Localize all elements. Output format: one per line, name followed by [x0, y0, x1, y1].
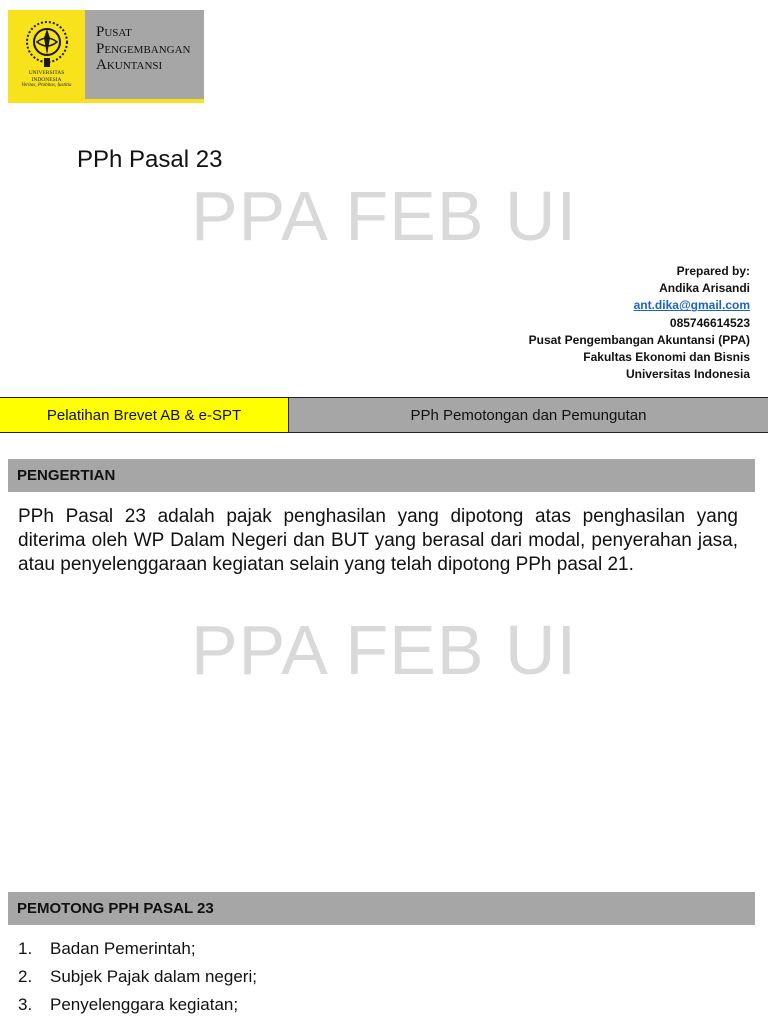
list-item-text: Penyelenggara kegiatan;	[50, 995, 239, 1014]
author-phone: 085746614523	[669, 315, 750, 330]
logo-unit-name	[96, 24, 202, 74]
section-heading-pemotong: PEMOTONG PPH PASAL 23	[8, 892, 755, 925]
logo-university-line-2: INDONESIA	[31, 76, 62, 83]
makara-emblem-icon	[22, 18, 72, 70]
list-item	[18, 935, 257, 963]
logo-unit-line-1: Pusat	[96, 24, 132, 40]
banner-topic-label: PPh Pemotongan dan Pemungutan	[289, 398, 768, 432]
slide-title: PPh Pasal 23	[77, 146, 223, 173]
author-faculty: Fakultas Ekonomi dan Bisnis	[583, 350, 750, 365]
logo-motto: Veritas, Probitas, Iustitia	[21, 83, 72, 88]
logo-yellow-panel	[8, 10, 85, 103]
pemotong-list	[18, 935, 257, 1019]
list-item	[18, 991, 257, 1019]
author-email-link[interactable]: ant.dika@gmail.com	[633, 298, 750, 313]
banner-course-label: Pelatihan Brevet AB & e-SPT	[0, 398, 289, 432]
topic-banner	[0, 397, 768, 433]
author-university: Universitas Indonesia	[625, 367, 750, 382]
list-item-text: Subjek Pajak dalam negeri;	[50, 967, 257, 986]
watermark-middle: PPA FEB UI	[190, 611, 578, 689]
list-item-number: 3.	[18, 995, 33, 1014]
logo-caption	[10, 70, 83, 90]
section-heading-pengertian: PENGERTIAN	[8, 459, 755, 492]
pengertian-paragraph: PPh Pasal 23 adalah pajak penghasilan yang dipotong atas penghasilan yang diterima oleh WP Dalam Negeri dan BUT yang berasal dari modal, penyerahan jasa, atau penyelenggaraan kegiatan selain yang telah dipotong PPh pasal 21.	[18, 506, 738, 575]
list-item-number: 2.	[18, 967, 33, 986]
logo	[8, 10, 204, 103]
prepared-by-block	[529, 263, 750, 383]
logo-unit-line-2: Pengembangan	[96, 40, 191, 57]
list-item	[18, 963, 257, 991]
author-name: Andika Arisandi	[659, 281, 750, 296]
logo-underline	[8, 99, 204, 103]
prepared-label: Prepared by:	[676, 264, 750, 278]
watermark-top: PPA FEB UI	[190, 177, 578, 255]
list-item-text: Badan Pemerintah;	[50, 939, 196, 958]
author-org: Pusat Pengembangan Akuntansi (PPA)	[528, 332, 750, 347]
logo-university-line-1: UNIVERSITAS	[28, 70, 65, 76]
list-item-number: 1.	[18, 939, 33, 958]
logo-unit-line-3: Akuntansi	[96, 57, 163, 73]
